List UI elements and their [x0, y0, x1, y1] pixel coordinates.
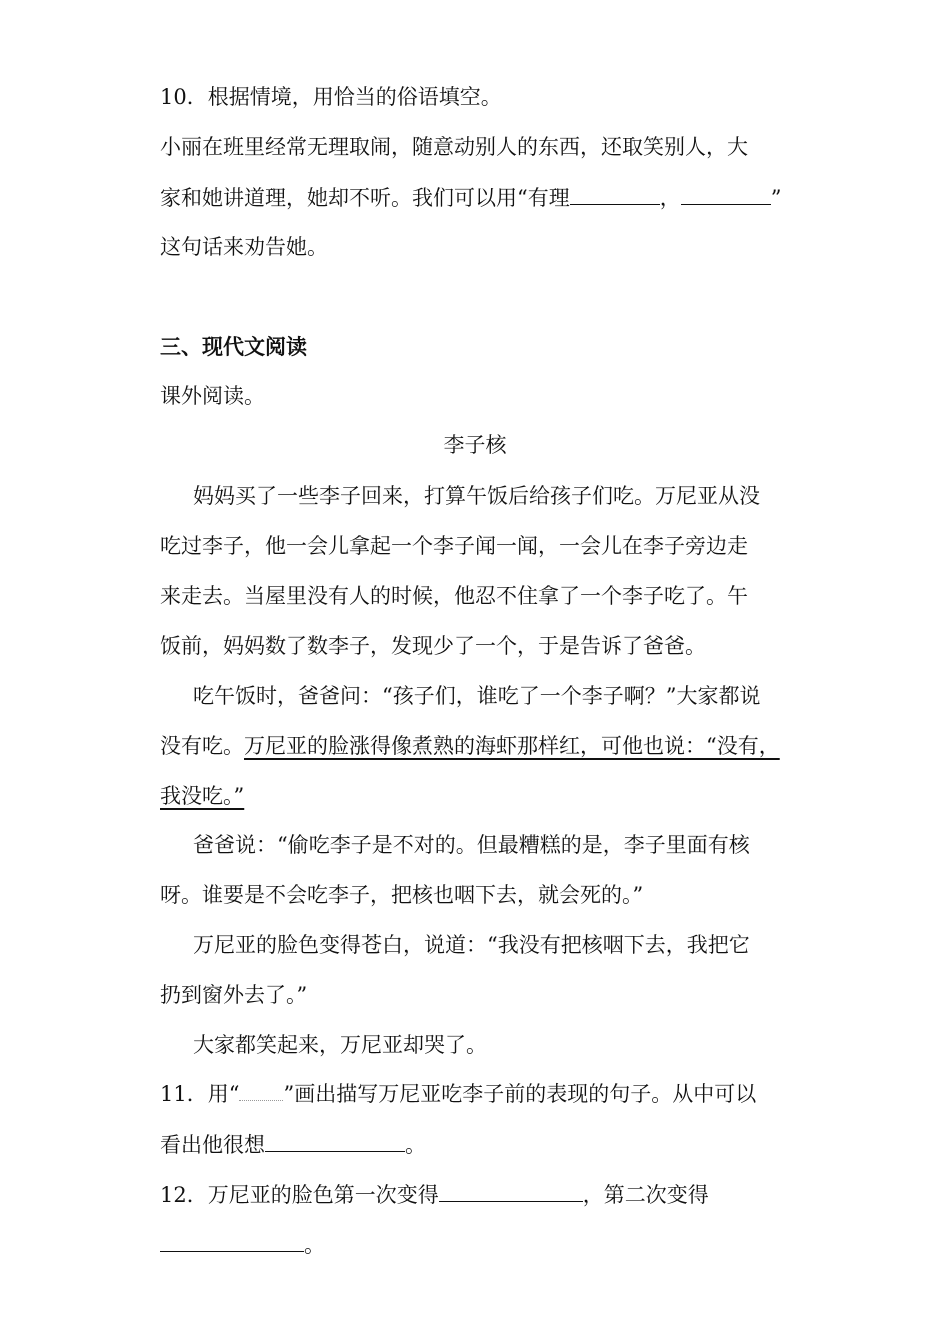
question-11-line-2: 看出他很想 。	[160, 1129, 426, 1160]
passage-line: 吃午饭时，爸爸问：“孩子们，谁吃了一个李子啊？”大家都说	[193, 684, 761, 708]
passage-line: 来走去。当屋里没有人的时候，他忍不住拿了一个李子吃了。午	[160, 584, 748, 608]
passage-line: 呀。谁要是不会吃李子，把核也咽下去，就会死的。”	[160, 883, 644, 907]
answer-blank-1[interactable]	[570, 182, 660, 205]
question-10-stem: 10．根据情境，用恰当的俗语填空。	[160, 85, 502, 109]
passage-line: 万尼亚的脸色变得苍白，说道：“我没有把核咽下去，我把它	[193, 933, 750, 957]
question-10-line-1: 小丽在班里经常无理取闹，随意动别人的东西，还取笑别人，大	[160, 135, 748, 159]
passage-line: 吃过李子，他一会儿拿起一个李子闻一闻，一会儿在李子旁边走	[160, 534, 748, 558]
answer-blank-3[interactable]	[265, 1129, 405, 1152]
passage-line: 妈妈买了一些李子回来，打算午饭后给孩子们吃。万尼亚从没	[193, 484, 760, 508]
passage-line: 大家都笑起来，万尼亚却哭了。	[193, 1033, 487, 1057]
question-11-line-1: 11．用“ ”画出描写万尼亚吃李子前的表现的句子。从中可以	[160, 1082, 757, 1106]
passage-line: 饭前，妈妈数了数李子，发现少了一个，于是告诉了爸爸。	[160, 634, 706, 658]
underlined-sentence-end: 我没吃。”	[160, 784, 245, 808]
passage-line: 爸爸说：“偷吃李子是不对的。但最糟糕的是，李子里面有核	[193, 833, 750, 857]
underlined-sentence: 万尼亚的脸涨得像煮熟的海虾那样红，可他也说：“没有，	[244, 734, 780, 758]
answer-blank-5[interactable]	[160, 1229, 304, 1252]
question-12-line-1: 12．万尼亚的脸色第一次变得 ，第二次变得	[160, 1179, 709, 1210]
answer-blank-4[interactable]	[439, 1179, 583, 1202]
answer-blank-2[interactable]	[681, 182, 771, 205]
passage-title: 李子核	[443, 433, 507, 457]
reading-intro: 课外阅读。	[160, 384, 265, 408]
section-heading: 三、现代文阅读	[160, 334, 307, 359]
passage-line: 扔到窗外去了。”	[160, 983, 308, 1007]
passage-line: 没有吃。万尼亚的脸涨得像煮熟的海虾那样红，可他也说：“没有，	[160, 734, 780, 758]
question-12-line-2: 。	[160, 1229, 325, 1260]
question-10-line-2: 家和她讲道理，她却不听。我们可以用“有理 ， ”	[160, 182, 781, 213]
question-10-line-3: 这句话来劝告她。	[160, 235, 328, 259]
wavy-line-symbol	[239, 1080, 283, 1101]
